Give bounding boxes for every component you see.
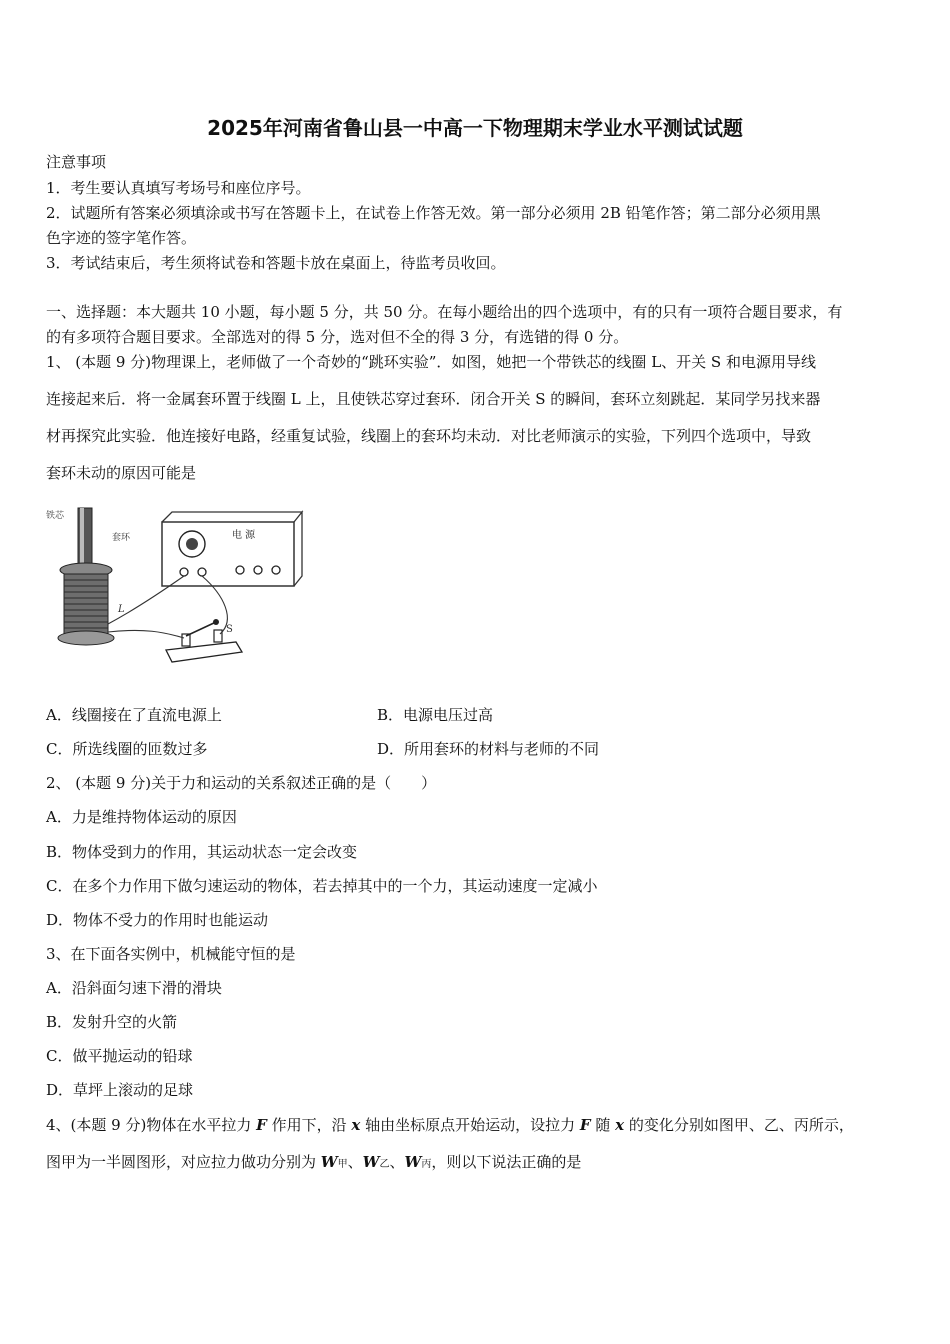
section1-intro-2: 的有多项符合题目要求。全部选对的得 5 分，选对但不全的得 3 分，有选错的得 0 分。 — [46, 328, 629, 346]
page-title: 2025年河南省鲁山县一中高一下物理期末学业水平测试试题 — [207, 116, 743, 140]
q1-line-1: 1、 (本题 9 分)物理课上，老师做了一个奇妙的“跳环实验”．如图，她把一个带铁芯的线圈 L、开关 S 和电源用导线 — [46, 353, 816, 371]
q4-sep-2: 、 — [389, 1153, 405, 1171]
ring-label: 套环 — [112, 533, 131, 543]
q2-option-c: C．在多个力作用下做匀速运动的物体，若去掉其中的一个力，其运动速度一定减小 — [46, 877, 598, 895]
q2-option-b: B．物体受到力的作用，其运动状态一定会改变 — [46, 843, 358, 861]
notice-item-1: 1．考生要认真填写考场号和座位序号。 — [46, 179, 311, 197]
q4-sub-yi: 乙 — [379, 1159, 390, 1170]
q2-stem: 2、 (本题 9 分)关于力和运动的关系叙述正确的是（ ） — [46, 774, 437, 792]
q4-sep-1: 、 — [347, 1153, 363, 1171]
q1-option-c: C．所选线圈的匝数过多 — [46, 740, 208, 758]
q3-stem: 3、在下面各实例中，机械能守恒的是 — [46, 945, 296, 963]
q4-var-f2: F — [579, 1116, 591, 1134]
q3-option-b: B．发射升空的火箭 — [46, 1013, 178, 1031]
q3-option-c: C．做平抛运动的铅球 — [46, 1047, 193, 1065]
notice-item-3: 3．考试结束后，考生须将试卷和答题卡放在桌面上，待监考员收回。 — [46, 254, 506, 272]
jumping-ring-figure — [44, 500, 304, 672]
q4-var-x: x — [351, 1116, 361, 1134]
q4-text-f: 图甲为一半圆图形，对应拉力做功分别为 — [46, 1153, 317, 1171]
notice-item-2-cont: 色字迹的签字笔作答。 — [46, 229, 197, 247]
q1-line-4: 套环未动的原因可能是 — [46, 464, 197, 482]
q4-sub-jia: 甲 — [337, 1159, 348, 1170]
notice-heading: 注意事项 — [46, 153, 107, 171]
q2-option-d: D．物体不受力的作用时也能运动 — [46, 911, 269, 929]
q4-text-d: 随 — [595, 1116, 611, 1134]
power-label: 电 源 — [232, 530, 256, 541]
q4-line-2 — [46, 1152, 581, 1175]
q3-option-a: A．沿斜面匀速下滑的滑块 — [46, 979, 222, 997]
q1-line-3: 材再探究此实验．他连接好电路，经重复试验，线圈上的套环均未动．对比老师演示的实验，下列四个选项中，导致 — [46, 427, 812, 445]
q1-option-b: B．电源电压过高 — [377, 706, 494, 724]
q4-var-x2: x — [615, 1116, 625, 1134]
iron-core-label: 铁芯 — [46, 511, 65, 521]
q4-text-g: ，则以下说法正确的是 — [431, 1153, 582, 1171]
coil-label: L — [118, 604, 125, 615]
q2-option-a: A．力是维持物体运动的原因 — [46, 808, 237, 826]
q4-text-b: 作用下，沿 — [271, 1116, 347, 1134]
q1-line-2: 连接起来后．将一金属套环置于线圈 L 上，且使铁芯穿过套环．闭合开关 S 的瞬间，套环立刻跳起．某同学另找来器 — [46, 390, 821, 408]
q4-sub-bing: 丙 — [421, 1159, 432, 1170]
q4-var-f: F — [256, 1116, 267, 1134]
notice-item-2: 2．试题所有答案必须填涂或书写在答题卡上，在试卷上作答无效。第一部分必须用 2B 铅笔作答；第二部分必须用黑 — [46, 204, 821, 222]
q4-var-w2: W — [362, 1153, 380, 1171]
coil-assembly — [46, 508, 131, 645]
section1-intro-1: 一、选择题：本大题共 10 小题，每小题 5 分，共 50 分。在每小题给出的四个选项中，有的只有一项符合题目要求，有 — [46, 303, 843, 321]
q4-var-w3: W — [404, 1153, 422, 1171]
q3-option-d: D．草坪上滚动的足球 — [46, 1081, 194, 1099]
q1-option-d: D．所用套环的材料与老师的不同 — [377, 740, 600, 758]
switch-assembly — [166, 619, 242, 662]
q4-text-e: 的变化分别如图甲、乙、丙所示， — [628, 1116, 854, 1134]
q4-var-w1: W — [320, 1153, 338, 1171]
q4-text-a: 4、(本题 9 分)物体在水平拉力 — [46, 1116, 252, 1134]
power-supply — [162, 512, 302, 586]
q1-option-a: A．线圈接在了直流电源上 — [46, 706, 222, 724]
q4-line-1 — [46, 1115, 854, 1135]
switch-label: S — [226, 624, 233, 635]
q4-text-c: 轴由坐标原点开始运动，设拉力 — [365, 1116, 576, 1134]
